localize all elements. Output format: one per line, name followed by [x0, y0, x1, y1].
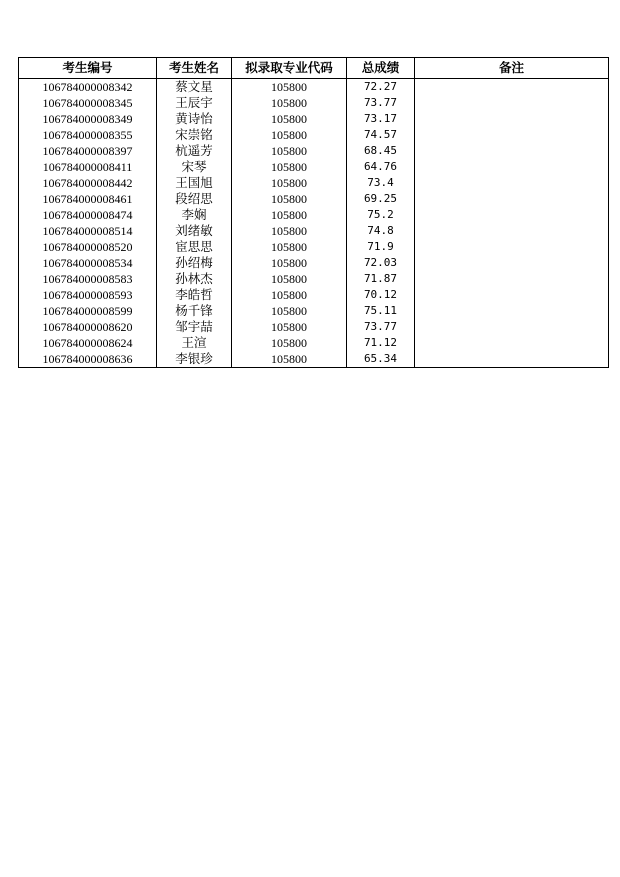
- total-score-cell: 73.77: [347, 95, 415, 111]
- table-row: [19, 207, 609, 223]
- candidate-id-cell: 106784000008534: [19, 255, 157, 271]
- candidate-id-cell: 106784000008620: [19, 319, 157, 335]
- candidate-id-cell: 106784000008593: [19, 287, 157, 303]
- candidate-id-cell: 106784000008442: [19, 175, 157, 191]
- remarks-cell: [415, 127, 609, 143]
- major-code-cell: 105800: [232, 255, 347, 271]
- table-row: [19, 79, 609, 96]
- remarks-cell: [415, 319, 609, 335]
- candidate-name-cell: 李娴: [157, 207, 232, 223]
- candidate-name-cell: 王辰宇: [157, 95, 232, 111]
- header-candidate-name: 考生姓名: [157, 58, 232, 79]
- candidate-name-cell: 李银珍: [157, 351, 232, 368]
- total-score-cell: 72.03: [347, 255, 415, 271]
- remarks-cell: [415, 79, 609, 96]
- total-score-cell: 73.77: [347, 319, 415, 335]
- remarks-cell: [415, 303, 609, 319]
- total-score-cell: 75.11: [347, 303, 415, 319]
- remarks-cell: [415, 271, 609, 287]
- total-score-cell: 68.45: [347, 143, 415, 159]
- candidate-name-cell: 蔡文星: [157, 79, 232, 96]
- candidate-name-cell: 刘绪敏: [157, 223, 232, 239]
- total-score-cell: 69.25: [347, 191, 415, 207]
- candidate-name-cell: 杭遥芳: [157, 143, 232, 159]
- table-row: [19, 127, 609, 143]
- major-code-cell: 105800: [232, 175, 347, 191]
- header-candidate-id: 考生编号: [19, 58, 157, 79]
- table-row: [19, 239, 609, 255]
- candidate-name-cell: 李皓哲: [157, 287, 232, 303]
- candidate-id-cell: 106784000008355: [19, 127, 157, 143]
- candidate-name-cell: 宋崇铭: [157, 127, 232, 143]
- candidate-id-cell: 106784000008514: [19, 223, 157, 239]
- major-code-cell: 105800: [232, 79, 347, 96]
- major-code-cell: 105800: [232, 143, 347, 159]
- total-score-cell: 65.34: [347, 351, 415, 368]
- major-code-cell: 105800: [232, 239, 347, 255]
- candidate-name-cell: 段绍思: [157, 191, 232, 207]
- major-code-cell: 105800: [232, 95, 347, 111]
- candidate-id-cell: 106784000008397: [19, 143, 157, 159]
- header-total-score: 总成绩: [347, 58, 415, 79]
- candidate-name-cell: 宦思思: [157, 239, 232, 255]
- table-body: [19, 79, 609, 368]
- table-row: [19, 95, 609, 111]
- total-score-cell: 74.57: [347, 127, 415, 143]
- major-code-cell: 105800: [232, 351, 347, 368]
- total-score-cell: 70.12: [347, 287, 415, 303]
- major-code-cell: 105800: [232, 223, 347, 239]
- remarks-cell: [415, 239, 609, 255]
- major-code-cell: 105800: [232, 319, 347, 335]
- candidate-name-cell: 邹宇喆: [157, 319, 232, 335]
- table-row: [19, 223, 609, 239]
- major-code-cell: 105800: [232, 159, 347, 175]
- total-score-cell: 73.4: [347, 175, 415, 191]
- major-code-cell: 105800: [232, 271, 347, 287]
- major-code-cell: 105800: [232, 335, 347, 351]
- major-code-cell: 105800: [232, 303, 347, 319]
- table-row: [19, 351, 609, 368]
- header-remarks: 备注: [415, 58, 609, 79]
- admission-table: [18, 57, 609, 368]
- candidate-id-cell: 106784000008520: [19, 239, 157, 255]
- candidate-id-cell: 106784000008636: [19, 351, 157, 368]
- candidate-name-cell: 王渲: [157, 335, 232, 351]
- candidate-name-cell: 黄诗怡: [157, 111, 232, 127]
- candidate-id-cell: 106784000008624: [19, 335, 157, 351]
- candidate-name-cell: 王国旭: [157, 175, 232, 191]
- remarks-cell: [415, 143, 609, 159]
- total-score-cell: 71.87: [347, 271, 415, 287]
- major-code-cell: 105800: [232, 207, 347, 223]
- remarks-cell: [415, 351, 609, 368]
- major-code-cell: 105800: [232, 111, 347, 127]
- remarks-cell: [415, 159, 609, 175]
- table-row: [19, 319, 609, 335]
- total-score-cell: 72.27: [347, 79, 415, 96]
- total-score-cell: 71.9: [347, 239, 415, 255]
- header-row: [19, 58, 609, 79]
- table-row: [19, 191, 609, 207]
- remarks-cell: [415, 191, 609, 207]
- table-row: [19, 271, 609, 287]
- candidate-name-cell: 杨千锋: [157, 303, 232, 319]
- candidate-id-cell: 106784000008474: [19, 207, 157, 223]
- total-score-cell: 73.17: [347, 111, 415, 127]
- remarks-cell: [415, 111, 609, 127]
- candidate-id-cell: 106784000008411: [19, 159, 157, 175]
- candidate-name-cell: 孙绍梅: [157, 255, 232, 271]
- major-code-cell: 105800: [232, 127, 347, 143]
- remarks-cell: [415, 255, 609, 271]
- table-row: [19, 287, 609, 303]
- table-row: [19, 111, 609, 127]
- remarks-cell: [415, 335, 609, 351]
- candidate-id-cell: 106784000008599: [19, 303, 157, 319]
- candidate-id-cell: 106784000008583: [19, 271, 157, 287]
- table-row: [19, 175, 609, 191]
- total-score-cell: 64.76: [347, 159, 415, 175]
- candidate-id-cell: 106784000008461: [19, 191, 157, 207]
- candidate-id-cell: 106784000008345: [19, 95, 157, 111]
- total-score-cell: 74.8: [347, 223, 415, 239]
- table-row: [19, 143, 609, 159]
- total-score-cell: 71.12: [347, 335, 415, 351]
- candidate-id-cell: 106784000008342: [19, 79, 157, 96]
- total-score-cell: 75.2: [347, 207, 415, 223]
- candidate-id-cell: 106784000008349: [19, 111, 157, 127]
- table-row: [19, 335, 609, 351]
- candidate-name-cell: 孙林杰: [157, 271, 232, 287]
- table-row: [19, 303, 609, 319]
- remarks-cell: [415, 207, 609, 223]
- table-row: [19, 255, 609, 271]
- candidate-name-cell: 宋琴: [157, 159, 232, 175]
- table-row: [19, 159, 609, 175]
- remarks-cell: [415, 95, 609, 111]
- major-code-cell: 105800: [232, 287, 347, 303]
- remarks-cell: [415, 223, 609, 239]
- header-major-code: 拟录取专业代码: [232, 58, 347, 79]
- remarks-cell: [415, 287, 609, 303]
- major-code-cell: 105800: [232, 191, 347, 207]
- remarks-cell: [415, 175, 609, 191]
